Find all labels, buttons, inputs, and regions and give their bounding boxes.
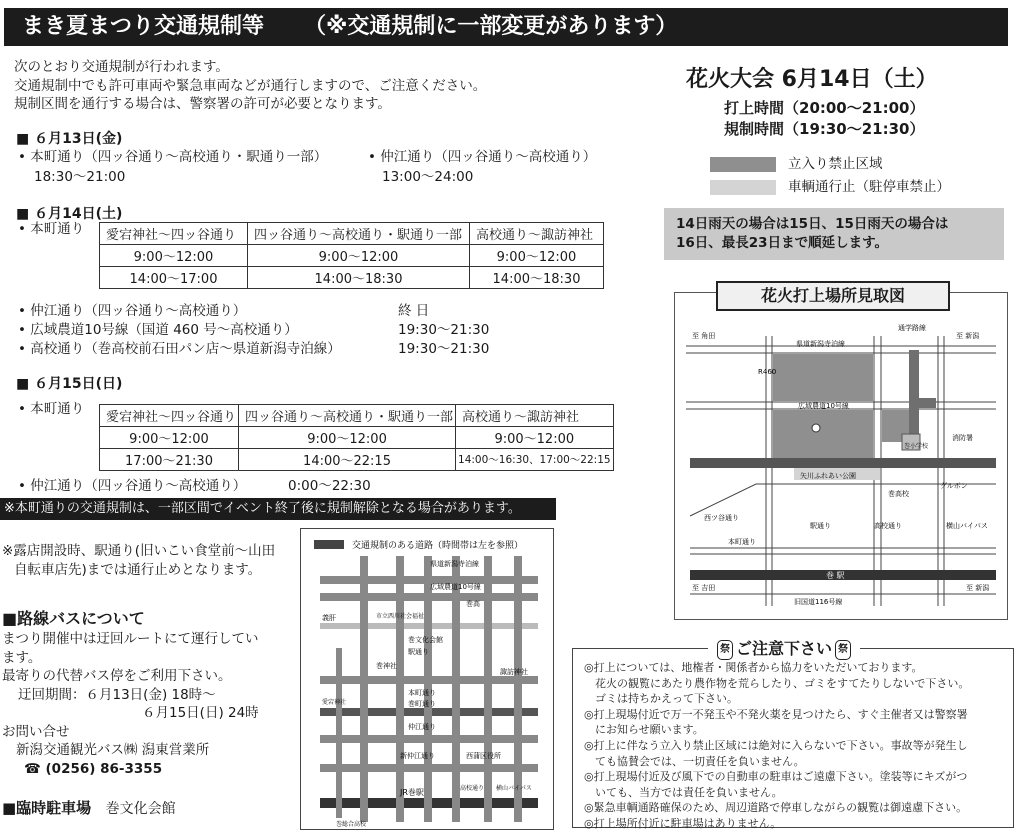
table-row	[100, 427, 614, 449]
map-label: 消防署	[952, 434, 973, 442]
table-cell: 9:00～12:00	[456, 427, 614, 449]
table-row	[100, 267, 604, 289]
rain-line: 16日、最長23日まで順延します。	[676, 235, 888, 251]
rain-note	[664, 208, 1004, 260]
table-cell: 9:00～12:00	[239, 427, 456, 449]
map-label: 県道新潟寺泊線	[796, 340, 845, 348]
stall-note-line: 自転車店先)までは通行止めとなります。	[14, 561, 262, 578]
restricted-zone	[773, 410, 873, 460]
legend-closed-label: 車輌通行止（駐停車禁止）	[788, 179, 950, 195]
notice-line: にお知らせ願います。	[584, 723, 704, 737]
table-cell: 高校通り～諏訪神社	[456, 405, 614, 427]
fireworks-map-title: 花火打上場所見取図	[716, 281, 950, 311]
route-map-label: 横山バイパス	[496, 785, 532, 792]
road-v	[336, 648, 342, 818]
route-map-label: 巻高	[466, 600, 480, 608]
map-label: 広域農道10号線	[798, 402, 849, 410]
legend-zone-swatch	[710, 157, 776, 172]
route-map-label: 高校通り	[460, 785, 485, 792]
restrict-time: 規制時間（19:30～21:30）	[724, 120, 925, 138]
road-v	[360, 556, 368, 822]
road-v	[452, 556, 460, 822]
route-map-label: 巻文化会館	[408, 636, 443, 644]
table-row	[100, 223, 604, 245]
map-label: 通学路線	[898, 324, 926, 332]
school-route	[916, 398, 936, 408]
map-label: 横山バイパス	[946, 522, 988, 530]
route-map-label: 新仲江通り	[400, 752, 435, 760]
table-row	[100, 405, 614, 427]
fireworks-map	[676, 316, 1006, 616]
day13-item1-road: • 本町通り（四ッ谷通り～高校通り・駅通り一部）	[18, 149, 328, 165]
table-cell: 9:00～12:00	[100, 427, 239, 449]
day14-table	[99, 222, 604, 289]
table-cell: 17:00～21:30	[100, 449, 239, 471]
day15-other-road: • 仲江通り（四ッ谷通り～高校通り）	[18, 478, 247, 494]
route-map-label: 諏訪神社	[500, 668, 528, 676]
release-note: ※本町通りの交通規制は、一部区間でイベント終了後に規制解除となる場合があります。	[0, 498, 556, 520]
route-map-label: JR巻駅	[400, 788, 424, 797]
bus-phone: ☎ (0256) 86-3355	[24, 760, 163, 777]
notice-line: ◎打上に伴なう立入り禁止区域には絶対に入らないで下さい。事故等が発生し	[584, 738, 968, 752]
table-cell: 14:00～16:30、17:00～22:15	[456, 449, 614, 471]
route-map-label: 巻総合高校	[336, 821, 367, 828]
notice-text	[584, 660, 969, 832]
intro-text	[14, 58, 486, 114]
day15-table	[99, 404, 614, 471]
page-subtitle: （※交通規制に一部変更があります）	[304, 14, 678, 39]
festival-seal-icon: 祭	[835, 640, 851, 660]
bus-heading: ■路線バスについて	[2, 609, 145, 628]
map-label: 巻小学校	[904, 443, 929, 450]
route-map-label: 市立西川社会福祉	[376, 613, 425, 620]
route-map-label: 巻町通り	[408, 700, 436, 708]
day15-heading: ■ ６月15日(日)	[16, 376, 123, 392]
day13-heading: ■ ６月13日(金)	[16, 131, 123, 147]
table-row	[100, 245, 604, 267]
day14-other-road: • 仲江通り（四ッ谷通り～高校通り）	[18, 303, 247, 319]
notice-line: ◎打上場所付近に駐車場はありません。	[584, 816, 782, 830]
table-cell: 四ッ谷通り～高校通り・駅通り一部	[239, 405, 456, 427]
table-cell: 9:00～12:00	[100, 245, 248, 267]
route-map-label: 愛宕神社	[322, 699, 347, 706]
map-label: 高校通り	[874, 522, 902, 530]
launch-time: 打上時間（20:00～21:00）	[724, 99, 925, 117]
day13-item2-time: 13:00～24:00	[382, 169, 474, 185]
table-row	[100, 449, 614, 471]
rain-line: 14日雨天の場合は15日、15日雨天の場合は	[676, 216, 949, 232]
route-map-label: 広域農道10号線	[430, 583, 481, 591]
map-label: 至 新潟	[966, 584, 990, 592]
notice-line: ◎打上現場付近及び風下での自動車の駐車はご遠慮下さい。塗装等にキズがつ	[584, 770, 968, 784]
page-title: まき夏まつり交通規制等	[22, 14, 265, 39]
map-label: 駅通り	[810, 522, 831, 530]
notice-line: ◎打上については、地権者・関係者から協力をいただいております。	[584, 661, 923, 674]
table-cell: 9:00～12:00	[248, 245, 470, 267]
rail-band	[690, 458, 996, 468]
title-bar	[4, 8, 1008, 46]
bus-line: まつり開催中は迂回ルートにて運行してい	[2, 631, 259, 647]
bus-text	[2, 630, 259, 778]
day14-other-road: • 広域農道10号線（国道 460 号～高校通り）	[18, 322, 298, 338]
bus-period: 迂回期間：６月13日(金) 18時～	[18, 686, 216, 703]
intro-line: 規制区間を通行する場合は、警察署の許可が必要となります。	[14, 96, 391, 112]
route-map-label: 駅通り	[408, 648, 429, 656]
map-label: 巻 駅	[826, 571, 845, 580]
table-cell: 高校通り～諏訪神社	[470, 223, 604, 245]
table-cell: 14:00～18:30	[248, 267, 470, 289]
route-map-label: 仲江通り	[408, 723, 436, 731]
bus-contact-name: 新潟交通観光バス㈱ 潟東営業所	[16, 742, 210, 758]
map-label: 巻高校	[888, 490, 909, 498]
bus-line: 最寄りの代替バス停をご利用下さい。	[2, 668, 232, 684]
bus-contact-label: お問い合せ	[2, 723, 70, 740]
launch-point	[812, 424, 820, 432]
map-label: 至 角田	[692, 332, 716, 340]
route-map-legend: 交通規制のある道路（時間帯は左を参照）	[352, 541, 524, 551]
road-v	[396, 556, 404, 822]
parking	[2, 797, 176, 818]
intro-line: 交通規制中でも許可車両や緊急車両などが通行しますので、ご注意ください。	[14, 77, 487, 94]
map-label: 西ツ谷通り	[704, 514, 739, 522]
notice-line: ても協賛会では、一切責任を負いません。	[584, 754, 805, 768]
stall-note-line: ※露店開設時、駅通り(旧いこい食堂前～山田	[2, 543, 276, 559]
map-label: 至 吉田	[692, 584, 716, 592]
day14-other-road: • 高校通り（巻高校前石田パン店～県道新潟寺泊線）	[18, 341, 341, 357]
map-label: R460	[758, 368, 777, 376]
day15-table-label: • 本町通り	[18, 401, 85, 417]
stall-note	[2, 542, 275, 579]
day15-other-time: 0:00～22:30	[288, 478, 371, 494]
notice-line: いても、当方では責任を負いません。	[584, 785, 783, 799]
day13-item1-time: 18:30～21:00	[34, 169, 126, 185]
day13-item2-road: • 仲江通り（四ッ谷通り～高校通り）	[368, 149, 597, 165]
table-cell: 9:00～12:00	[470, 245, 604, 267]
day14-other-time: 19:30～21:30	[398, 322, 490, 338]
notice-line: ◎打上現場付近で万一不発玉や不発火薬を見つけたら、すぐ主催者又は警察署	[584, 707, 968, 721]
day14-heading: ■ ６月14日(土)	[16, 206, 123, 222]
day14-other-time: 19:30～21:30	[398, 341, 490, 357]
notice-heading-text: ご注意下さい	[735, 639, 832, 658]
table-cell: 14:00～18:30	[470, 267, 604, 289]
table-cell: 14:00～22:15	[239, 449, 456, 471]
route-map-label: 西蒲区役所	[466, 752, 501, 760]
road-v	[514, 556, 522, 822]
legend-zone-label: 立入り禁止区域	[788, 156, 883, 172]
table-cell: 14:00～17:00	[100, 267, 248, 289]
table-cell: 四ッ谷通り～高校通り・駅通り一部	[248, 223, 470, 245]
notice-heading	[708, 636, 860, 662]
parking-heading: ■臨時駐車場	[2, 799, 92, 817]
fireworks-title: 花火大会 6月14日（土）	[686, 67, 938, 92]
day14-other-time: 終 日	[398, 303, 430, 319]
route-map-label: 巻神社	[376, 662, 397, 670]
day14-table-label: • 本町通り	[18, 221, 85, 237]
map-label: 旧国道116号線	[794, 598, 843, 606]
bus-line: ます。	[2, 649, 42, 666]
school-route	[909, 350, 919, 436]
road-v	[484, 556, 492, 822]
table-cell: 愛宕神社～四ッ谷通り	[100, 223, 248, 245]
restricted-zone	[773, 354, 873, 401]
map-label: 本町通り	[728, 538, 756, 546]
notice-line: ゴミは持ちかえって下さい。	[584, 692, 738, 706]
map-label: 矢川ふれあい公園	[800, 472, 856, 480]
festival-seal-icon: 祭	[717, 640, 733, 660]
intro-line: 次のとおり交通規制が行われます。	[14, 59, 229, 75]
route-map-label: 県道新潟寺泊線	[430, 560, 479, 568]
notice-line: 花火の観覧にあたり農作物を荒らしたり、ゴミをすてたりしないで下さい。	[584, 676, 970, 690]
fireworks-times	[724, 98, 925, 140]
bus-period: ６月15日(日) 24時	[142, 705, 259, 721]
route-map	[300, 528, 554, 830]
legend-closed-swatch	[710, 180, 776, 195]
notice-line: ◎緊急車輌通路確保のため、周辺道路で停車しながらの観覧は御遠慮下さい。	[584, 801, 968, 815]
map-label: グルボン	[940, 482, 968, 490]
table-cell: 愛宕神社～四ッ谷通り	[100, 405, 239, 427]
route-map-label: 本町通り	[408, 689, 436, 697]
parking-place: 巻文化会館	[105, 801, 176, 817]
route-map-label: 義肝	[322, 614, 336, 622]
map-label: 至 新潟	[956, 332, 980, 340]
route-map-legend-swatch	[314, 540, 344, 549]
